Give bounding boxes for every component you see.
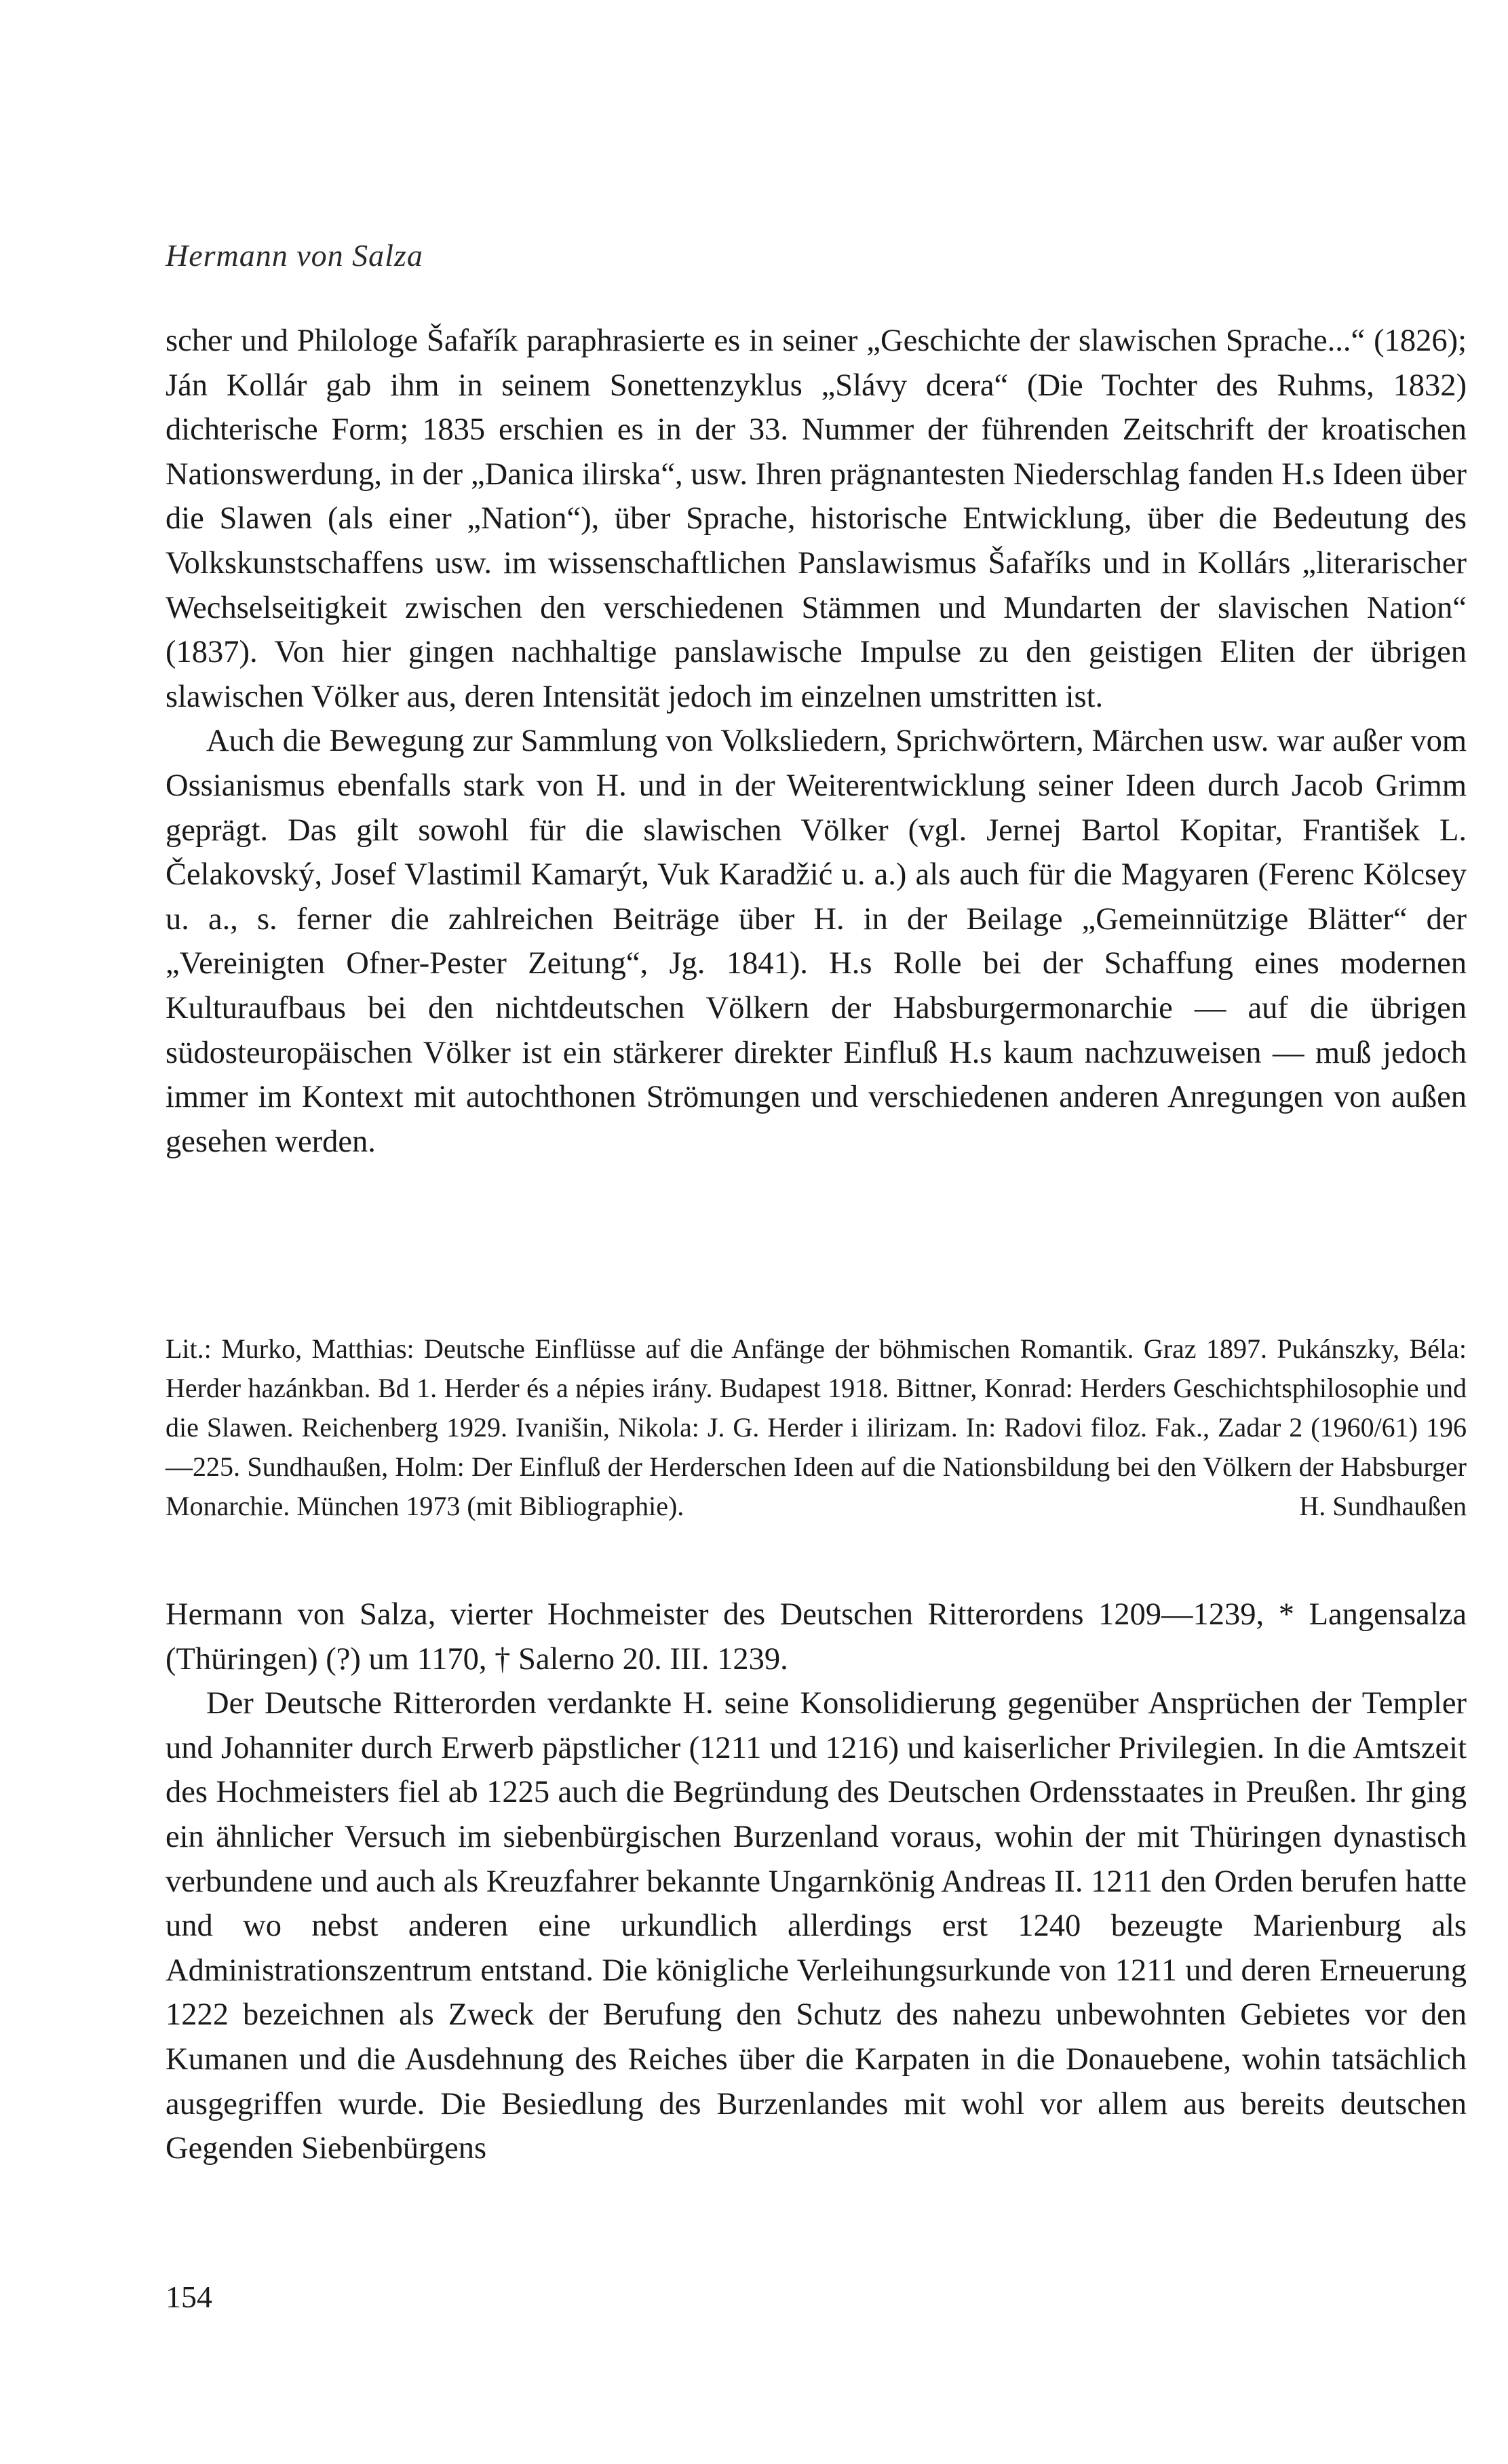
literature-text: Lit.: Murko, Matthias: Deutsche Einflüsse auf die Anfänge der böhmischen Romantik. Graz 1897. Pukánszky, Béla: Herder hazánkban. Bd 1. Herder és a népies irány. Budapest 1918. Bittner, Konrad: Herders Geschichtsphilosophie und die Slawen. Reichenberg 1929. Ivanišin, Nikola: J. G. Herder i ilirizam. In: Radovi filoz. Fak., Zadar 2 (1960/61) 196—225. Sundhaußen, Holm: Der Einfluß der Herderschen Ideen auf die Nationsbildung bei den Völkern der Habsburger Monarchie. München 1973 (mit Bibliographie).	[166, 1333, 1467, 1521]
previous-entry-continuation	[166, 319, 1467, 1164]
paragraph: Der Deutsche Ritterorden verdankte H. seine Konsolidierung gegenüber Ansprüchen der Templer und Johanniter durch Erwerb päpstlicher (1211 und 1216) und kaiserlicher Privilegien. In die Amtszeit des Hochmeisters fiel ab 1225 auch die Begründung des Deutschen Ordensstaates in Preußen. Ihr ging ein ähnlicher Versuch im siebenbürgischen Burzenland voraus, wohin der mit Thüringen dynastisch verbundene und auch als Kreuzfahrer bekannte Ungarnkönig Andreas II. 1211 den Orden berufen hatte und wo nebst anderen eine urkundlich allerdings erst 1240 bezeugte Marienburg als Administrationszentrum entstand. Die königliche Verleihungsurkunde von 1211 und deren Erneuerung 1222 bezeichnen als Zweck der Berufung den Schutz des nahezu unbewohnten Gebietes vor den Kumanen und die Ausdehnung des Reiches über die Karpaten in die Donauebene, wohin tatsächlich ausgegriffen wurde. Die Besiedlung des Burzenlandes mit wohl vor allem aus bereits deutschen Gegenden Siebenbürgens	[166, 1686, 1467, 2166]
running-head: Hermann von Salza	[166, 238, 423, 273]
page-number: 154	[166, 2280, 212, 2314]
paragraph: Auch die Bewegung zur Sammlung von Volksliedern, Sprichwörtern, Märchen usw. war außer vom Ossianismus ebenfalls stark von H. und in der Weiterentwicklung seiner Ideen durch Jacob Grimm geprägt. Das gilt sowohl für die slawischen Völker (vgl. Jernej Bartol Kopitar, František L. Čelakovský, Josef Vlastimil Kamarýt, Vuk Karadžić u. a.) als auch für die Magyaren (Ferenc Kölcsey u. a., s. ferner die zahlreichen Beiträge über H. in der Beilage „Gemeinnützige Blätter“ der „Vereinigten Ofner-Pester Zeitung“, Jg. 1841). H.s Rolle bei der Schaffung eines modernen Kulturaufbaus bei den nichtdeutschen Völkern der Habsburgermonarchie — auf die übrigen südosteuropäischen Völker ist ein stärkerer direkter Einfluß H.s kaum nachzuweisen — muß jedoch immer im Kontext mit autochthonen Strömungen und verschiedenen anderen Anregungen von außen gesehen werden.	[166, 724, 1467, 1159]
literature-author: H. Sundhaußen	[1299, 1491, 1467, 1521]
entry-hermann-von-salza	[166, 1592, 1467, 2171]
literature-block	[166, 1329, 1467, 1526]
entry-heading-paragraph: Hermann von Salza, vierter Hochmeister des Deutschen Ritterordens 1209—1239, * Langensalza (Thüringen) (?) um 1170, † Salerno 20. III. 1239.	[166, 1597, 1467, 1677]
paragraph: scher und Philologe Šafařík paraphrasierte es in seiner „Geschichte der slawischen Sprache...“ (1826); Ján Kollár gab ihm in seinem Sonettenzyklus „Slávy dcera“ (Die Tochter des Ruhms, 1832) dichterische Form; 1835 erschien es in der 33. Nummer der führenden Zeitschrift der kroatischen Nationswerdung, in der „Danica ilirska“, usw. Ihren prägnantesten Niederschlag fanden H.s Ideen über die Slawen (als einer „Nation“), über Sprache, historische Entwicklung, über die Bedeutung des Volkskunstschaffens usw. im wissenschaftlichen Panslawismus Šafaříks und in Kollárs „literarischer Wechselseitigkeit zwischen den verschiedenen Stämmen und Mundarten der slavischen Nation“ (1837). Von hier gingen nachhaltige panslawische Impulse zu den geistigen Eliten der übrigen slawischen Völker aus, deren Intensität jedoch im einzelnen umstritten ist.	[166, 324, 1467, 714]
